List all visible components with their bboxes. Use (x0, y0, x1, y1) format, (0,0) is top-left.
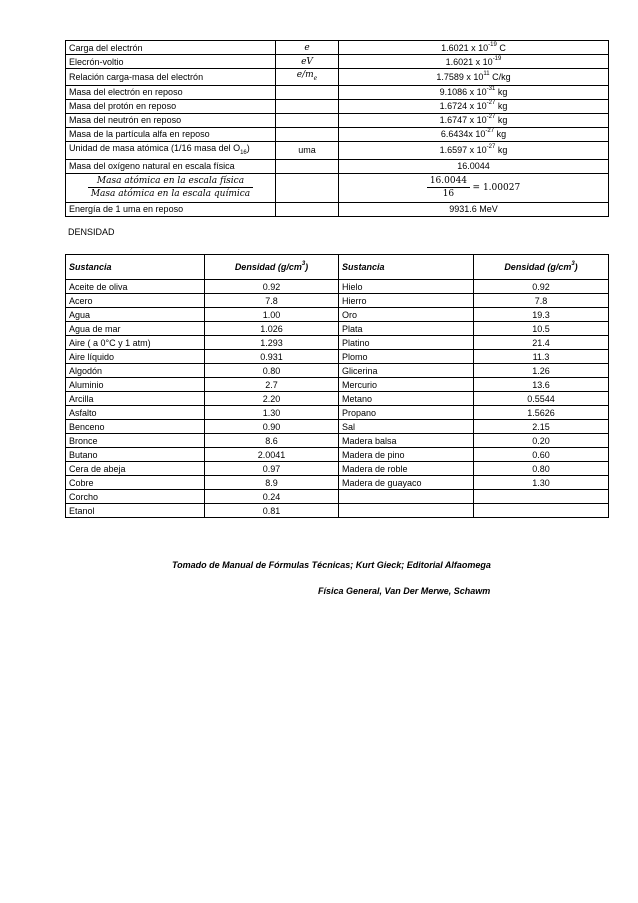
constant-unit: kg (497, 101, 508, 112)
substance-density: 1.5626 (474, 406, 609, 420)
substance-density: 21.4 (474, 336, 609, 350)
substance-name: Aire líquido (66, 350, 205, 364)
ratio-label-denominator: Masa atómica en la escala química (90, 189, 251, 200)
header-substance: Sustancia (339, 255, 474, 280)
constant-symbol (276, 85, 339, 99)
header-density-close: ) (574, 262, 578, 272)
ratio-value-denominator: 16 (442, 189, 455, 200)
constant-value-mantissa: 6.6434x 10 (440, 129, 486, 140)
constant-value-exponent: -27 (486, 100, 496, 107)
constant-row (66, 113, 609, 127)
constant-value-exponent: -19 (488, 41, 497, 48)
substance-density: 1.00 (205, 308, 339, 322)
substance-density: 0.90 (205, 420, 339, 434)
energy-row (66, 202, 609, 216)
constant-value-exponent: -27 (485, 128, 495, 135)
substance-name: Arcilla (66, 392, 205, 406)
constant-name: Masa del protón en reposo (66, 99, 276, 113)
constant-symbol (276, 159, 339, 173)
constant-value-mantissa: 9.1086 x 10 (439, 87, 487, 98)
substance-name (339, 490, 474, 504)
constant-value-mantissa: 16.0044 (457, 161, 490, 172)
substance-density: 0.5544 (474, 392, 609, 406)
substance-name: Agua de mar (66, 322, 205, 336)
constants-table (65, 40, 609, 217)
constant-name: Unidad de masa atómica (1/16 masa del $O_{16}$) (66, 141, 276, 159)
substance-density (474, 504, 609, 518)
energy-value: 9931.6 MeV (339, 202, 609, 216)
substance-name: Hielo (339, 280, 474, 294)
substance-name: Aire ( a 0°C y 1 atm) (66, 336, 205, 350)
constant-value-exponent: -31 (486, 86, 496, 93)
header-density (474, 255, 609, 280)
ratio-label (66, 173, 276, 202)
density-row (66, 420, 609, 434)
constant-value (339, 69, 609, 86)
constant-value-mantissa: 1.6021 x 10 (441, 42, 489, 53)
ratio-result: = 1.00027 (472, 182, 521, 193)
ratio-value (339, 173, 609, 202)
constant-symbol (276, 113, 339, 127)
substance-name: Aluminio (66, 378, 205, 392)
substance-density (474, 490, 609, 504)
constant-symbol: eV (276, 55, 339, 69)
energy-name: Energía de 1 uma en reposo (66, 202, 276, 216)
substance-name: Madera balsa (339, 434, 474, 448)
ratio-value-numerator: 16.0044 (427, 175, 470, 188)
substance-density: 0.60 (474, 448, 609, 462)
constant-value (339, 99, 609, 113)
constant-unit: kg (497, 115, 508, 126)
substance-name: Oro (339, 308, 474, 322)
substance-name: Bronce (66, 434, 205, 448)
substance-density: 7.8 (205, 294, 339, 308)
constant-value (339, 55, 609, 69)
substance-density: 8.9 (205, 476, 339, 490)
constant-value-mantissa: 1.6747 x 10 (439, 115, 487, 126)
constant-name: Carga del electrón (66, 41, 276, 55)
constant-name: Masa del electrón en reposo (66, 85, 276, 99)
header-density-exponent: 3 (301, 261, 306, 267)
substance-name: Cobre (66, 476, 205, 490)
substance-name: Madera de guayaco (339, 476, 474, 490)
density-header-row (66, 255, 609, 280)
substance-name: Acero (66, 294, 205, 308)
density-row (66, 322, 609, 336)
constant-unit: kg (497, 145, 508, 156)
source-citation-2: Física General, Van Der Merwe, Schawm (318, 586, 491, 596)
substance-density: 2.20 (205, 392, 339, 406)
substance-name: Benceno (66, 420, 205, 434)
substance-density: 0.92 (205, 280, 339, 294)
density-row (66, 336, 609, 350)
ratio-value-fraction (427, 175, 470, 200)
substance-density: 8.6 (205, 434, 339, 448)
header-substance: Sustancia (66, 255, 205, 280)
substance-name: Plomo (339, 350, 474, 364)
substance-density: 2.7 (205, 378, 339, 392)
header-density (205, 255, 339, 280)
source-citation-1: Tomado de Manual de Fórmulas Técnicas; Kurt Gieck; Editorial Alfaomega (172, 560, 491, 570)
constant-value-exponent: -27 (486, 114, 496, 121)
substance-density: 7.8 (474, 294, 609, 308)
density-row (66, 364, 609, 378)
constant-value (339, 159, 609, 173)
substance-density: 0.931 (205, 350, 339, 364)
substance-name: Cera de abeja (66, 462, 205, 476)
constant-value (339, 141, 609, 159)
substance-name: Glicerina (339, 364, 474, 378)
constant-symbol (276, 127, 339, 141)
constant-value (339, 85, 609, 99)
density-row (66, 490, 609, 504)
substance-density: 11.3 (474, 350, 609, 364)
substance-density: 1.026 (205, 322, 339, 336)
substance-name: Corcho (66, 490, 205, 504)
density-row (66, 308, 609, 322)
constant-name: Masa de la partícula alfa en reposo (66, 127, 276, 141)
constant-symbol (276, 99, 339, 113)
constant-value-mantissa: 1.6724 x 10 (439, 101, 487, 112)
constant-row (66, 41, 609, 55)
constant-value-mantissa: 1.6597 x 10 (439, 145, 487, 156)
density-row (66, 448, 609, 462)
substance-density: 1.26 (474, 364, 609, 378)
ratio-label-numerator: Masa atómica en la escala física (88, 175, 253, 188)
density-table (65, 254, 609, 518)
substance-name: Hierro (339, 294, 474, 308)
constant-unit: kg (496, 129, 507, 140)
substance-name: Plata (339, 322, 474, 336)
substance-density: 13.6 (474, 378, 609, 392)
density-row (66, 462, 609, 476)
constant-value-mantissa: 1.7589 x 10 (436, 71, 484, 82)
substance-name: Butano (66, 448, 205, 462)
constant-value-exponent: 11 (483, 70, 490, 77)
substance-density: 19.3 (474, 308, 609, 322)
substance-name: Aceite de oliva (66, 280, 205, 294)
constant-symbol: uma (276, 141, 339, 159)
density-table-body (66, 255, 609, 518)
substance-name: Propano (339, 406, 474, 420)
constant-value-mantissa: 1.6021 x 10 (445, 56, 493, 67)
constant-row (66, 55, 609, 69)
substance-name: Agua (66, 308, 205, 322)
substance-density: 0.80 (205, 364, 339, 378)
substance-name: Madera de roble (339, 462, 474, 476)
constant-value-exponent: -19 (492, 55, 502, 62)
substance-density: 1.293 (205, 336, 339, 350)
substance-name: Metano (339, 392, 474, 406)
constant-symbol: $e/m_e$ (276, 69, 339, 86)
substance-density: 0.81 (205, 504, 339, 518)
ratio-row (66, 173, 609, 202)
substance-density: 1.30 (205, 406, 339, 420)
substance-density: 0.92 (474, 280, 609, 294)
substance-name: Asfalto (66, 406, 205, 420)
substance-name: Platino (339, 336, 474, 350)
density-row (66, 378, 609, 392)
energy-symbol (276, 202, 339, 216)
constant-value (339, 113, 609, 127)
substance-density: 0.97 (205, 462, 339, 476)
substance-density: 2.15 (474, 420, 609, 434)
substance-name: Madera de pino (339, 448, 474, 462)
substance-name (339, 504, 474, 518)
density-row (66, 350, 609, 364)
constant-row (66, 99, 609, 113)
substance-density: 0.24 (205, 490, 339, 504)
header-density-label: Densidad (g/cm (234, 262, 302, 272)
constant-value (339, 41, 609, 55)
density-row (66, 406, 609, 420)
constant-row (66, 159, 609, 173)
header-density-exponent: 3 (571, 261, 575, 267)
constant-name: Elecrón-voltio (66, 55, 276, 69)
constant-unit: kg (497, 87, 508, 98)
density-row (66, 294, 609, 308)
substance-density: 1.30 (474, 476, 609, 490)
substance-name: Algodón (66, 364, 205, 378)
substance-name: Etanol (66, 504, 205, 518)
density-row (66, 504, 609, 518)
constant-name: Relación carga-masa del electrón (66, 69, 276, 86)
substance-name: Sal (339, 420, 474, 434)
density-row (66, 280, 609, 294)
substance-density: 0.20 (474, 434, 609, 448)
ratio-label-fraction (88, 175, 253, 200)
substance-density: 2.0041 (205, 448, 339, 462)
density-row (66, 434, 609, 448)
constant-name: Masa del neutrón en reposo (66, 113, 276, 127)
constant-row (66, 85, 609, 99)
constant-value-exponent: -27 (486, 144, 496, 151)
constant-name: Masa del oxígeno natural en escala física (66, 159, 276, 173)
substance-density: 0.80 (474, 462, 609, 476)
constant-row (66, 127, 609, 141)
constant-row (66, 141, 609, 159)
substance-name: Mercurio (339, 378, 474, 392)
substance-density: 10.5 (474, 322, 609, 336)
constant-value (339, 127, 609, 141)
constants-table-body (66, 41, 609, 217)
constant-symbol: e (276, 41, 339, 55)
constant-row (66, 69, 609, 86)
ratio-symbol (276, 173, 339, 202)
constant-unit: C (499, 42, 506, 53)
constant-unit: C/kg (492, 71, 511, 82)
header-density-label: Densidad (g/cm (504, 262, 572, 272)
density-row (66, 476, 609, 490)
header-density-close: ) (305, 262, 309, 272)
density-row (66, 392, 609, 406)
density-section-title: DENSIDAD (68, 227, 115, 237)
